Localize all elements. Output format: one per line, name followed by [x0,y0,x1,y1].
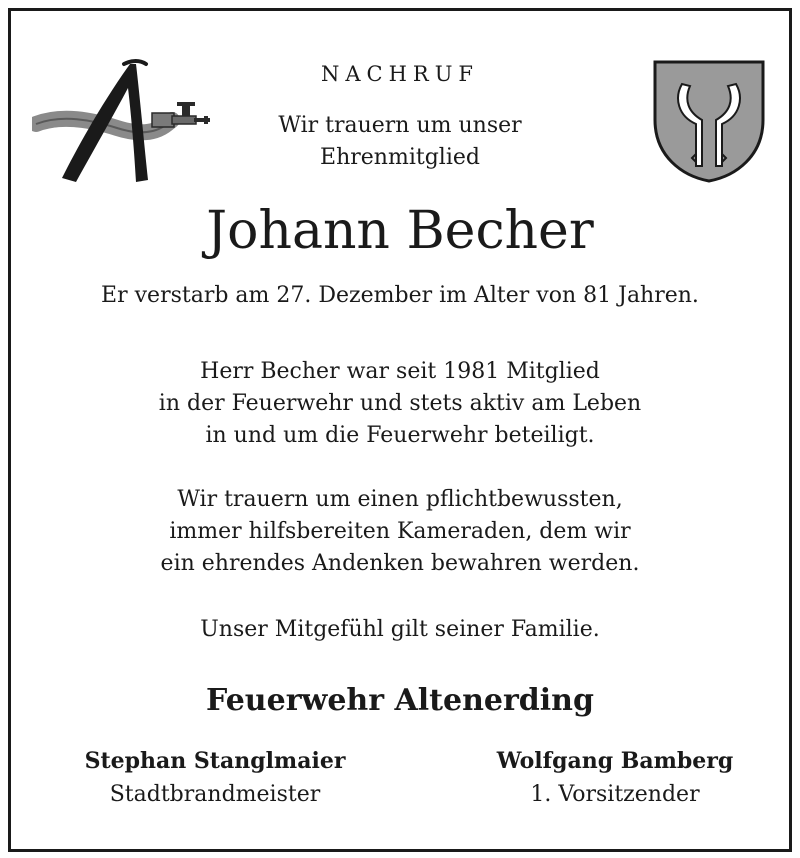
signatory-right [450,745,780,811]
paragraph-line: immer hilfsbereiten Kameraden, dem wir [169,519,631,544]
signatory-title: Stadtbrandmeister [109,782,321,807]
organization-name: Feuerwehr Altenerding [206,683,594,718]
paragraph-line: in und um die Feuerwehr beteiligt. [205,423,595,448]
signatory-name: Stephan Stanglmaier [84,748,346,774]
notice-heading: NACHRUF [320,62,479,86]
paragraph-line: Herr Becher war seit 1981 Mitglied [200,359,600,384]
condolence-line: Unser Mitgefühl gilt seiner Familie. [200,617,600,642]
paragraph-line: ein ehrendes Andenken bewahren werden. [160,551,640,576]
intro-line: Wir trauern um unser [278,113,522,138]
membership-paragraph [0,356,800,452]
signatory-name: Wolfgang Bamberg [496,748,734,774]
paragraph-line: Wir trauern um einen pflichtbewussten, [177,487,623,512]
deceased-name: Johann Becher [206,201,594,261]
signatory-title: 1. Vorsitzender [530,782,700,807]
paragraph-line: in der Feuerwehr und stets aktiv am Leben [158,391,642,416]
death-statement: Er verstarb am 27. Dezember im Alter von 81 Jahren. [101,283,699,308]
intro-text [0,110,800,174]
mourning-paragraph [0,484,800,580]
signatory-left [45,745,385,811]
intro-line: Ehrenmitglied [320,145,480,170]
